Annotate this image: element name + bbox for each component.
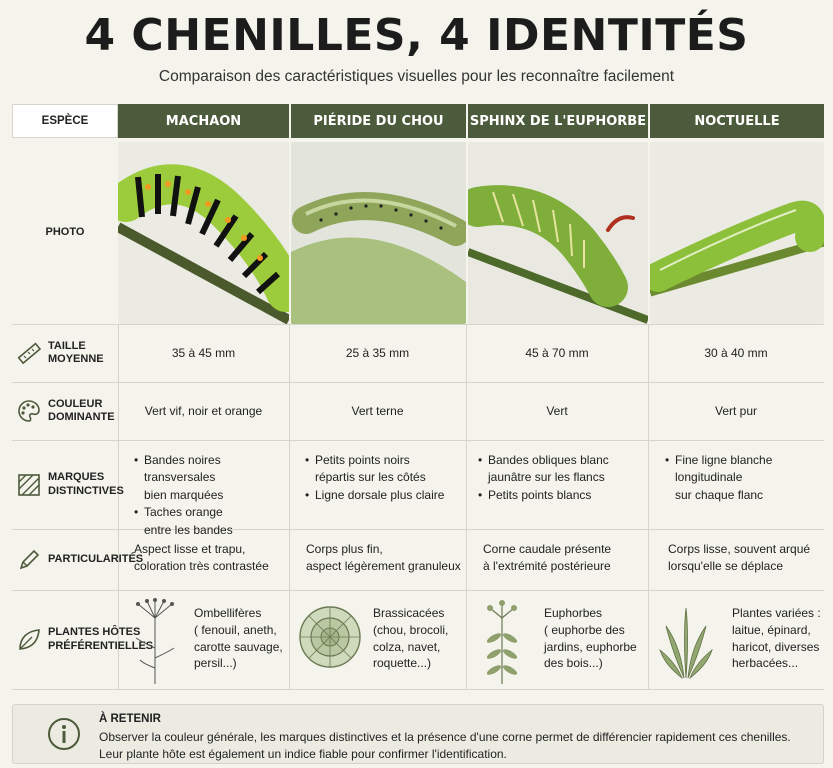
plants-noctuelle: Plantes variées : laitue, épinard, haricot, diverses herbacées...: [732, 606, 821, 671]
page-subtitle: Comparaison des caractéristiques visuelles pour les reconnaître facilement: [158, 68, 675, 85]
list-item: • Fine ligne blanche longitudinale sur chaque flanc: [665, 452, 820, 504]
row-label-photo: PHOTO: [45, 226, 85, 239]
list-item: • Ligne dorsale plus claire: [305, 487, 460, 504]
row-label-size: [12, 324, 118, 382]
row-label-size-text: TAILLE MOYENNE: [48, 339, 104, 365]
plants-machaon: Ombellifères ( fenouil, aneth, carotte sauvage, persil...): [194, 606, 283, 671]
takeaway-title: À RETENIR: [99, 713, 161, 725]
photo-noctuelle: [650, 142, 824, 324]
marks-pieride: [305, 452, 460, 504]
size-pieride: 25 à 35 mm: [345, 346, 410, 360]
row-label-particular-text: PARTICULARITÉS: [48, 552, 144, 565]
marks-sphinx: [478, 452, 643, 504]
size-machaon: 35 à 45 mm: [171, 346, 236, 360]
color-sphinx: Vert: [546, 404, 568, 418]
info-icon: [47, 717, 81, 751]
plants-pieride: Brassicacées (chou, brocoli, colza, navet, roquette...): [373, 606, 449, 671]
species-header-noctuelle: NOCTUELLE: [650, 104, 824, 138]
row-label-color: [12, 382, 118, 440]
pattern-icon: [16, 472, 42, 498]
cabbage-illustration: [297, 604, 363, 670]
leaf-icon: [16, 627, 42, 653]
row-label-marks: [12, 440, 124, 529]
row-label-color-text: COULEUR DOMINANTE: [48, 397, 115, 423]
row-label-particular: [12, 529, 144, 590]
key-takeaway-box: [12, 704, 824, 764]
marks-noctuelle: [665, 452, 820, 504]
palette-icon: [16, 398, 42, 424]
list-item: • Bandes noires transversales bien marquées: [134, 452, 284, 504]
row-label-plants-text: PLANTES HÔTES PRÉFÉRENTIELLES: [48, 626, 154, 652]
ruler-icon: [16, 340, 42, 366]
umbellifer-illustration: [130, 598, 180, 684]
list-item: • Petits points blancs: [478, 487, 643, 504]
particular-noctuelle: Corps lisse, souvent arqué lorsqu'elle se déplace: [668, 542, 811, 574]
pencil-icon: [16, 547, 42, 573]
euphorbia-illustration: [482, 598, 522, 684]
row-label-plants: [12, 590, 154, 689]
herb-illustration: [658, 604, 714, 680]
photo-pieride: [291, 142, 466, 324]
species-header-machaon: MACHAON: [118, 104, 289, 138]
page-title: 4 CHENILLES, 4 IDENTITÉS: [84, 10, 749, 61]
particular-sphinx: Corne caudale présente à l'extrémité postérieure: [483, 542, 612, 574]
list-item: • Petits points noirs répartis sur les côtés: [305, 452, 460, 487]
size-sphinx: 45 à 70 mm: [525, 346, 589, 360]
color-machaon: Vert vif, noir et orange: [144, 404, 263, 418]
takeaway-body: Observer la couleur générale, les marques distinctives et la présence d'une corne permet de différencier rapidement ces chenilles. Leur plante hôte est également un indice fiable pour confirmer l'identification.: [99, 730, 791, 761]
species-header-pieride: PIÉRIDE DU CHOU: [291, 104, 466, 138]
color-pieride: Vert terne: [351, 404, 404, 418]
photo-sphinx: [468, 142, 648, 324]
marks-machaon: [134, 452, 284, 539]
particular-machaon: Aspect lisse et trapu, coloration très contrastée: [134, 542, 269, 574]
comparison-table: [12, 104, 824, 690]
photo-machaon: [118, 142, 289, 324]
plants-sphinx: Euphorbes ( euphorbe des jardins, euphorbe des bois...): [544, 606, 637, 671]
row-label-marks-text: MARQUES DISTINCTIVES: [48, 471, 124, 497]
particular-pieride: Corps plus fin, aspect légèrement granuleux: [306, 542, 461, 574]
list-item: • Bandes obliques blanc jaunâtre sur les flancs: [478, 452, 643, 487]
species-header-label: ESPÈCE: [12, 104, 118, 138]
color-noctuelle: Vert pur: [714, 404, 758, 418]
size-noctuelle: 30 à 40 mm: [704, 346, 768, 360]
species-header-sphinx: SPHINX DE L'EUPHORBE: [468, 104, 648, 138]
list-item: • Taches orange entre les bandes: [134, 504, 284, 539]
